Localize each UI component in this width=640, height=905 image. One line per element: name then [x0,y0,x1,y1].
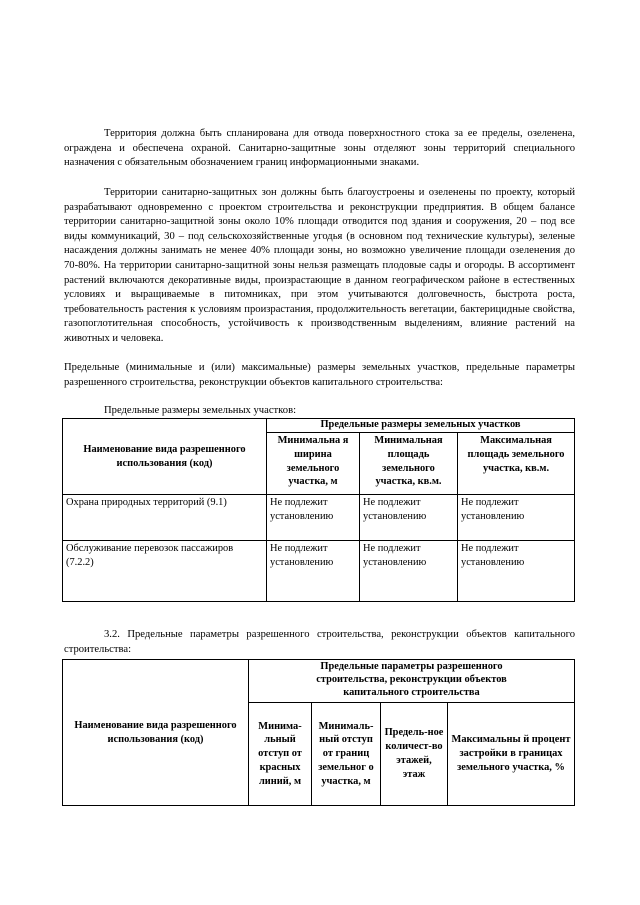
table2-sub-header-red-lines: Минима-льный отступ от красных линий, м [249,703,312,806]
table2-sub-header-floors: Предель-ное количест-во этажей, этаж [381,703,448,806]
table1-row1-value: Не подлежит установлению [267,495,360,541]
table2-group-header: Предельные параметры разрешенного строительства, реконструкции объектов капитального строительства [249,660,575,703]
table-row [63,495,575,541]
table1-row1-name: Охрана природных территорий (9.1) [63,495,267,541]
table1-sub-header-width: Минимальна я ширина земельного участка, м [267,433,360,495]
table1-sub-header-max-area: Максимальная площадь земельного участка, кв.м. [458,433,575,495]
table1-col-name-header: Наименование вида разрешенного использования (код) [63,419,267,495]
land-size-table [62,418,575,602]
paragraph-5: 3.2. Предельные параметры разрешенного строительства, реконструкции объектов капитального строительства: [64,629,575,655]
table-row [63,541,575,602]
table2-sub-header-boundary: Минималь-ный отступ от границ земельног о участка, м [312,703,381,806]
table1-sub-header-min-area: Минимальная площадь земельного участка, кв.м. [360,433,458,495]
table1-row1-value: Не подлежит установлению [360,495,458,541]
paragraph-4: Предельные размеры земельных участков: [104,405,297,416]
construction-params-table [62,659,575,806]
paragraph-2: Территории санитарно-защитных зон должны быть благоустроены и озеленены по проекту, который разрабатывают одновременно с проектом строительства и реконструкции предприятия. В общем балансе территории санитарно-защитной зоны около 10% площади отводится под здания и сооружения, 20 – под все виды коммуникаций, 30 – под сельскохозяйственные угодья (в основном под технические культуры), зеленые насаждения должны занимать не менее 40% площади зоны, но возможно увеличение площади озеленения до 70-80%. На территории санитарно-защитной зоны нельзя размещать плодовые сады и огороды. В ассортимент растений включаются декоративные виды, произрастающие в данном географическом районе в естественных условиях и выращиваемые в питомниках, при этом учитываются долговечность, быстрота роста, требовательность растения к условиям произрастания, продолжительность вегетации, бактерицидные свойства, газопоглотительная способность, устойчивость к производственным выделениям, влияние растений на животных и человека. [64,187,575,344]
table1-row2-value: Не подлежит установлению [458,541,575,602]
table1-row2-value: Не подлежит установлению [360,541,458,602]
table2-sub-header-coverage: Максимальны й процент застройки в границах земельного участка, % [448,703,575,806]
table1-row2-name: Обслуживание перевозок пассажиров (7.2.2) [63,541,267,602]
table1-row1-value: Не подлежит установлению [458,495,575,541]
table1-row2-value: Не подлежит установлению [267,541,360,602]
paragraph-1: Территория должна быть спланирована для отвода поверхностного стока за ее пределы, озеленена, ограждена и обеспечена охраной. Санитарно-защитные зоны отделяют зоны территорий специального назначения с обязательным обозначением границ информационными знаками. [64,128,575,169]
paragraph-3: Предельные (минимальные и (или) максимальные) размеры земельных участков, предельные параметры разрешенного строительства, реконструкции объектов капитального строительства: [64,362,575,388]
table2-col-name-header: Наименование вида разрешенного использования (код) [63,660,249,806]
table1-group-header: Предельные размеры земельных участков [267,419,575,433]
